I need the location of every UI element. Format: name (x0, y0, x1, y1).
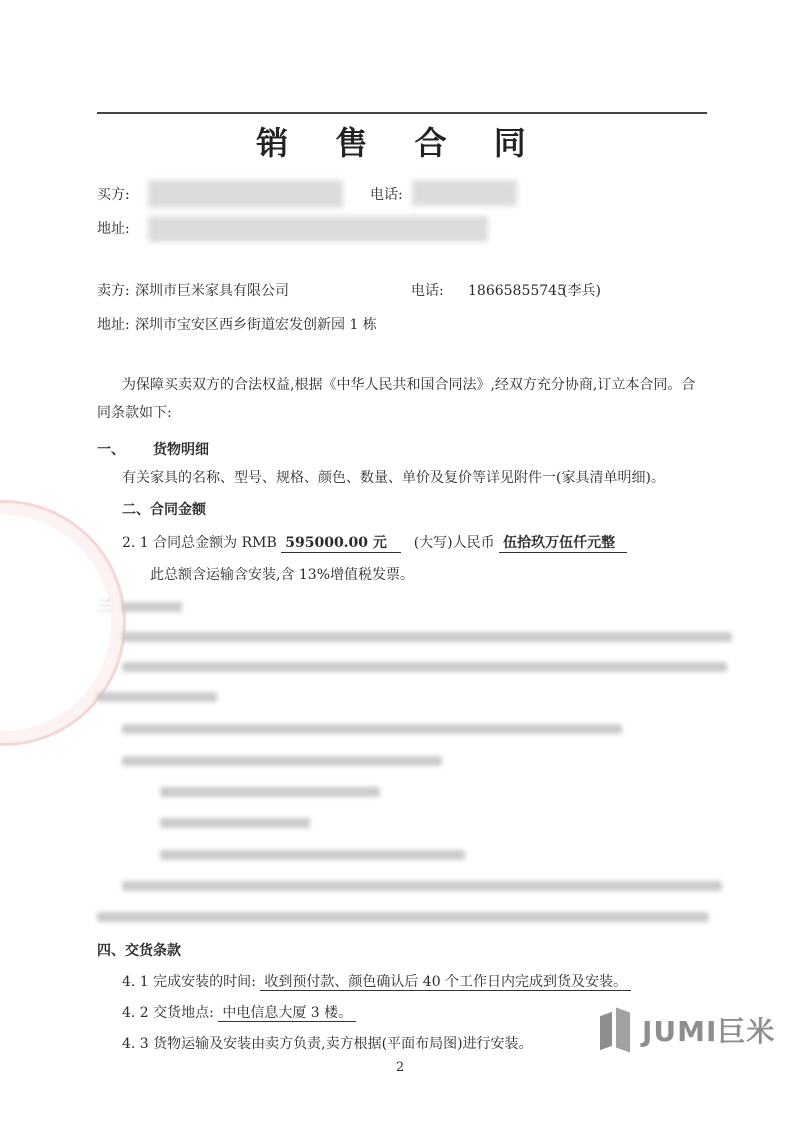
uppercase-label: (大写)人民币 (413, 535, 495, 551)
section2-clause (122, 534, 627, 553)
seller-address-label: 地址: (97, 317, 130, 333)
clause-4-1-value: 收到预付款、颜色确认后 40 个工作日内完成到货及安装。 (260, 974, 631, 991)
redacted-line (97, 912, 709, 922)
seller-address: 深圳市宝安区西乡街道宏发创新园 1 栋 (135, 317, 377, 333)
redacted-line (122, 756, 442, 766)
section3-heading-redacted (122, 602, 182, 612)
contract-amount: 595000.00 元 (281, 534, 401, 553)
company-seal (0, 500, 126, 746)
seller-label: 卖方: (97, 283, 130, 299)
top-rule (97, 112, 707, 114)
redacted-line (122, 724, 622, 734)
section3-number: 三 (97, 599, 111, 615)
buyer-name-redacted (148, 180, 343, 208)
clause-4-1-label: 4. 1 完成安装的时间: (122, 974, 256, 990)
document-title: 销 售 合 同 (256, 124, 544, 162)
buyer-address-redacted (148, 216, 488, 242)
clause-4-1 (122, 973, 631, 991)
seller-name: 深圳市巨米家具有限公司 (135, 283, 289, 299)
buyer-phone-redacted (412, 180, 517, 206)
clause-4-2 (122, 1004, 356, 1022)
clause-4-3: 4. 3 货物运输及安装由卖方负责,卖方根据(平面布局图)进行安装。 (122, 1036, 533, 1052)
redacted-line (160, 818, 310, 828)
section2-note: 此总额含运输含安装,含 13%增值税发票。 (150, 567, 415, 583)
section4-heading: 四、交货条款 (97, 943, 181, 959)
redacted-line (160, 787, 380, 797)
intro-line-1: 为保障买卖双方的合法权益,根据《中华人民共和国合同法》,经双方充分协商,订立本合同。合 (122, 377, 696, 393)
jumi-logo (600, 1008, 780, 1052)
clause-4-2-value: 中电信息大厦 3 楼。 (218, 1005, 356, 1022)
redacted-line (122, 881, 722, 891)
buyer-address-label: 地址: (97, 221, 130, 237)
redacted-line (160, 850, 465, 860)
seller-contact: (李兵) (562, 283, 601, 299)
buyer-phone-label: 电话: (370, 187, 403, 203)
jumi-logo-mark-icon (600, 1010, 634, 1050)
section1-heading: 货物明细 (153, 442, 209, 458)
clause-2-1-prefix: 2. 1 合同总金额为 RMB (122, 535, 277, 551)
section2-heading: 二、合同金额 (122, 502, 206, 518)
clause-4-2-label: 4. 2 交货地点: (122, 1005, 214, 1021)
contract-amount-uppercase: 伍拾玖万伍仟元整 (499, 534, 627, 553)
redacted-line (122, 632, 732, 642)
section1-number: 一、 (97, 442, 125, 458)
redacted-line (97, 692, 217, 702)
redacted-line (122, 662, 727, 672)
logo-text: JUMI巨米 (642, 1015, 776, 1048)
section1-text: 有关家具的名称、型号、规格、颜色、数量、单价及复价等详见附件一(家具清单明细)。 (122, 470, 665, 486)
seller-phone: 18665855745 (468, 283, 566, 299)
page-number: 2 (395, 1060, 405, 1075)
intro-line-2: 同条款如下: (97, 405, 172, 421)
buyer-label: 买方: (97, 187, 130, 203)
seller-phone-label: 电话: (411, 283, 444, 299)
